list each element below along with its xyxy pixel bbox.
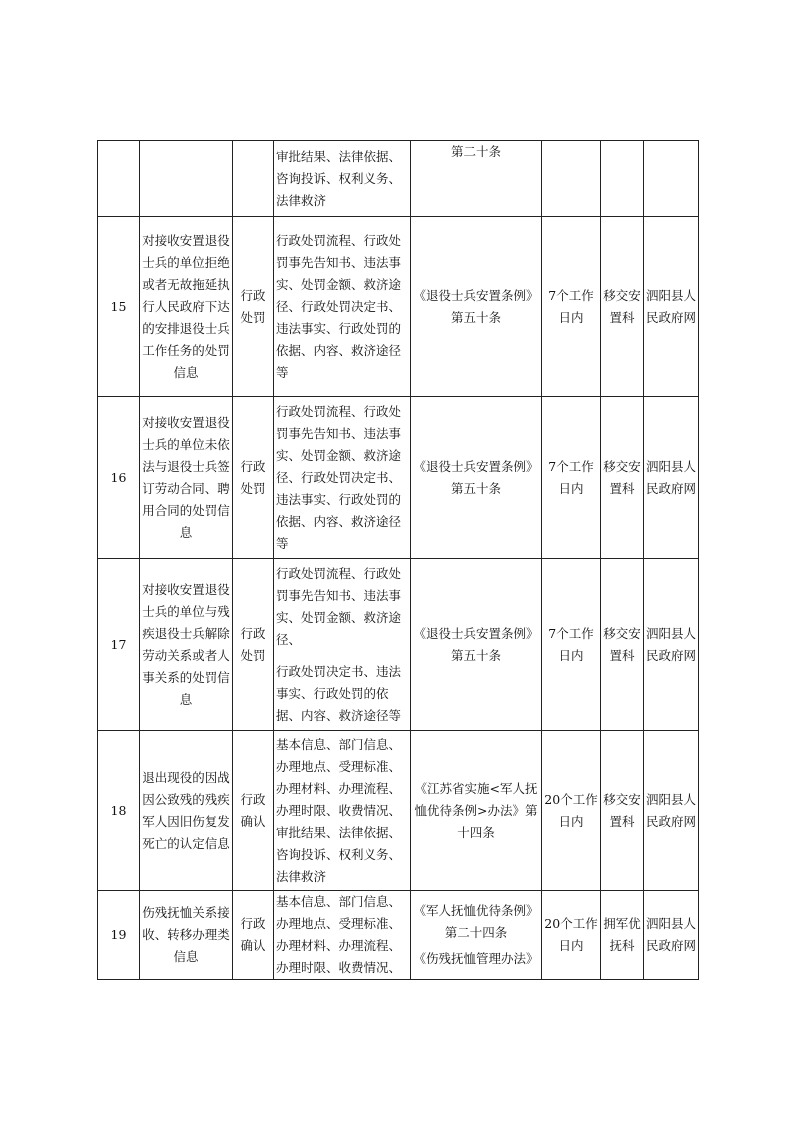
legal-basis: 《退役士兵安置条例》第五十条: [411, 559, 542, 731]
disclosure-table: [97, 140, 699, 980]
disclosure-content: 行政处罚流程、行政处罚事先告知书、违法事实、处罚金额、救济途径、 行政处罚决定书、违法事实、行政处罚的依据、内容、救济途径等: [274, 559, 411, 731]
department: 移交安置科: [601, 731, 644, 891]
row-number: 18: [98, 731, 140, 891]
table-row: [98, 559, 699, 731]
row-number: 16: [98, 397, 140, 559]
table-row: [98, 217, 699, 397]
item-type: 行政处罚: [233, 559, 274, 731]
department: 移交安置科: [601, 559, 644, 731]
department: 拥军优抚科: [601, 891, 644, 980]
item-type: 行政处罚: [233, 397, 274, 559]
department: 移交安置科: [601, 397, 644, 559]
item-name: 伤残抚恤关系接收、转移办理类信息: [140, 891, 233, 980]
channel: 泗阳县人民政府网: [644, 559, 699, 731]
row-number: 15: [98, 217, 140, 397]
item-name: 对接收安置退役士兵的单位未依法与退役士兵签订劳动合同、聘用合同的处罚信息: [140, 397, 233, 559]
table-row: [98, 141, 699, 217]
item-type: 行政处罚: [233, 217, 274, 397]
item-type: 行政确认: [233, 731, 274, 891]
channel: [644, 141, 699, 217]
item-name: 退出现役的因战因公致残的残疾军人因旧伤复发死亡的认定信息: [140, 731, 233, 891]
channel: 泗阳县人民政府网: [644, 217, 699, 397]
department: 移交安置科: [601, 217, 644, 397]
row-number: 17: [98, 559, 140, 731]
disclosure-content: 基本信息、部门信息、办理地点、受理标准、办理材料、办理流程、办理时限、收费情况、审批结果、法律依据、咨询投诉、权利义务、法律救济: [274, 731, 411, 891]
row-number: [98, 141, 140, 217]
item-name: [140, 141, 233, 217]
table-row: [98, 731, 699, 891]
disclosure-content: 审批结果、法律依据、咨询投诉、权利义务、法律救济: [274, 141, 411, 217]
time-limit: 20个工作日内: [542, 731, 601, 891]
item-name: 对接收安置退役士兵的单位拒绝或者无故拖延执行人民政府下达的安排退役士兵工作任务的处罚信息: [140, 217, 233, 397]
time-limit: 20个工作日内: [542, 891, 601, 980]
disclosure-content: 基本信息、部门信息、办理地点、受理标准、办理材料、办理流程、办理时限、收费情况、: [274, 891, 411, 980]
legal-basis: 《江苏省实施<军人抚恤优待条例>办法》第十四条: [411, 731, 542, 891]
channel: 泗阳县人民政府网: [644, 397, 699, 559]
item-name: 对接收安置退役士兵的单位与残疾退役士兵解除劳动关系或者人事关系的处罚信息: [140, 559, 233, 731]
row-number: 19: [98, 891, 140, 980]
time-limit: 7个工作日内: [542, 217, 601, 397]
item-type: 行政确认: [233, 891, 274, 980]
disclosure-content: 行政处罚流程、行政处罚事先告知书、违法事实、处罚金额、救济途径、行政处罚决定书、违法事实、行政处罚的依据、内容、救济途径等: [274, 397, 411, 559]
time-limit: 7个工作日内: [542, 559, 601, 731]
time-limit: [542, 141, 601, 217]
legal-basis: 第二十条: [411, 141, 542, 217]
channel: 泗阳县人民政府网: [644, 731, 699, 891]
department: [601, 141, 644, 217]
legal-basis: 《军人抚恤优待条例》第二十四条 《伤残抚恤管理办法》: [411, 891, 542, 980]
legal-basis: 《退役士兵安置条例》第五十条: [411, 397, 542, 559]
time-limit: 7个工作日内: [542, 397, 601, 559]
item-type: [233, 141, 274, 217]
channel: 泗阳县人民政府网: [644, 891, 699, 980]
table-row: [98, 891, 699, 980]
disclosure-content: 行政处罚流程、行政处罚事先告知书、违法事实、处罚金额、救济途径、行政处罚决定书、违法事实、行政处罚的依据、内容、救济途径等: [274, 217, 411, 397]
legal-basis: 《退役士兵安置条例》第五十条: [411, 217, 542, 397]
table-row: [98, 397, 699, 559]
